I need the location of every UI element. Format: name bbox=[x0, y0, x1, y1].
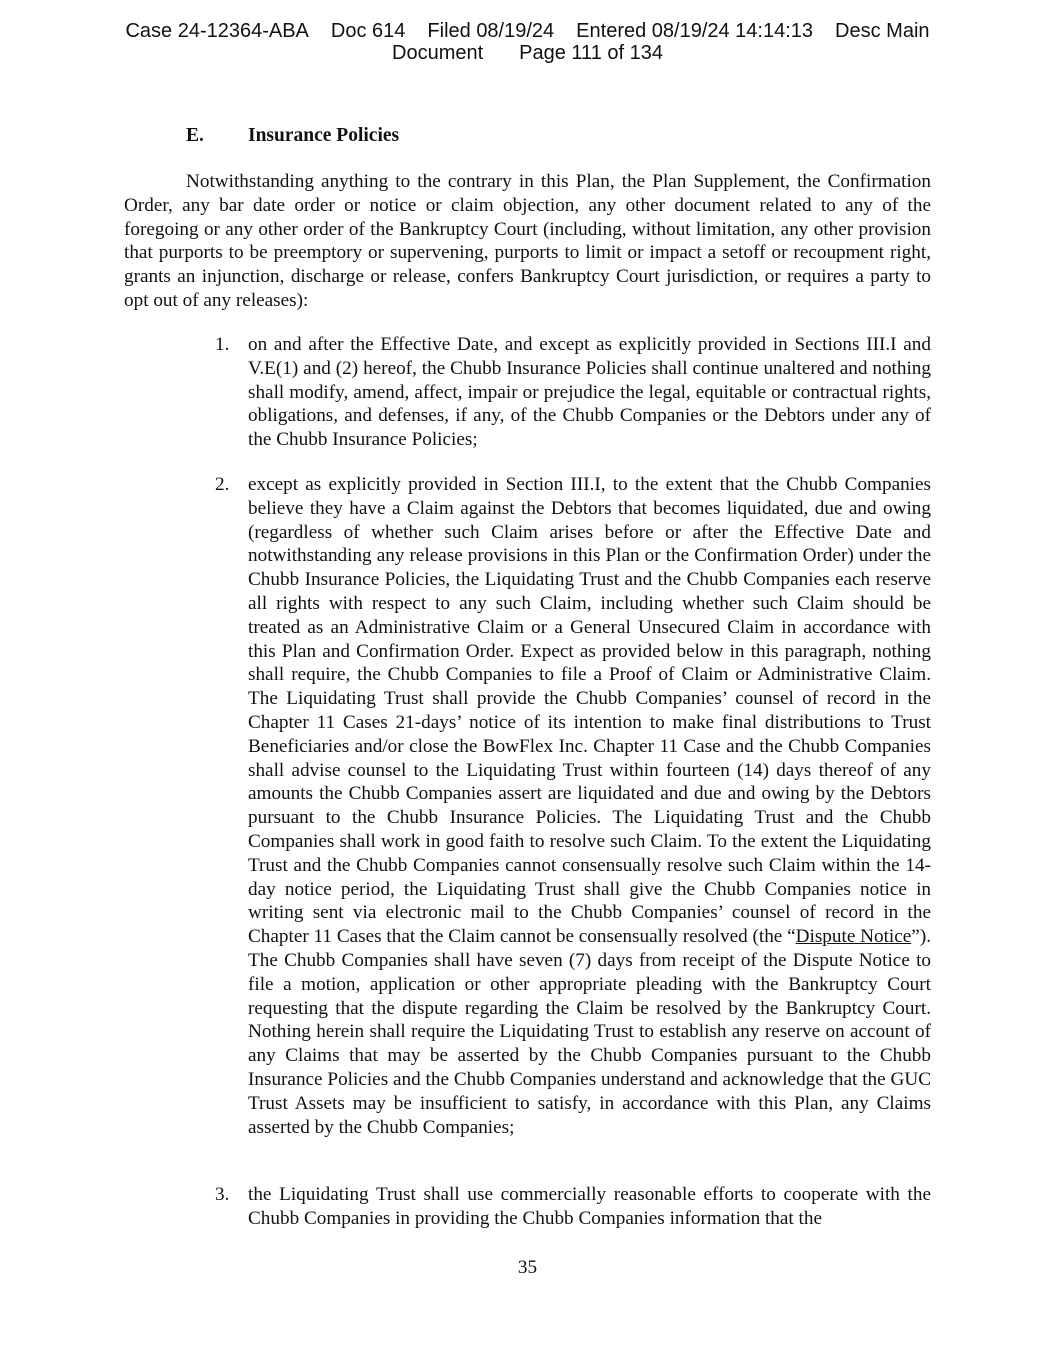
case-number: Case 24-12364-ABA bbox=[125, 20, 309, 42]
list-item-number: 2. bbox=[215, 474, 230, 495]
list-item-2 bbox=[215, 473, 931, 1139]
section-title: Insurance Policies bbox=[248, 125, 400, 146]
section-heading bbox=[186, 124, 399, 148]
list-item-text-part-a: except as explicitly provided in Section III.I, to the extent that the Chubb Companies believe they have a Claim against the Debtors that becomes liquidated, due and owing (regardless of whether such Claim arises before or after the Effective Date and notwithstanding any release provisions in this Plan or the Confirmation Order) under the Chubb Insurance Policies, the Liquidating Trust and the Chubb Companies each reserve all rights with respect to any such Claim, including whether such Claim should be treated as an Administrative Claim or a General Unsecured Claim in accordance with this Plan and Confirmation Order. Expect as provided below in this paragraph, nothing shall require, the Chubb Companies to file a Proof of Claim or Administrative Claim. The Liquidating Trust shall provide the Chubb Companies’ counsel of record in the Chapter 11 Cases 21-days’ notice of its intention to make final distributions to Trust Beneficiaries and/or close the BowFlex Inc. Chapter 11 Case and the Chubb Companies shall advise counsel to the Liquidating Trust within fourteen (14) days thereof of any amounts the Chubb Companies assert are liquidated and due and owing by the Debtors pursuant to the Chubb Insurance Policies. The Liquidating Trust and the Chubb Companies shall work in good faith to resolve such Claim. To the extent the Liquidating Trust and the Chubb Companies cannot consensually resolve such Claim within the 14-day notice period, the Liquidating Trust shall give the Chubb Companies notice in writing sent via electronic mail to the Chubb Companies’ counsel of record in the Chapter 11 Cases that the Claim cannot be consensually resolved (the “ bbox=[248, 474, 931, 948]
list-item-3 bbox=[215, 1183, 931, 1231]
entered-date: Entered 08/19/24 14:14:13 bbox=[576, 20, 814, 42]
list-item-text-part-b: ”). The Chubb Companies shall have seven (7) days from receipt of the Dispute Notice to file a motion, application or other appropriate pleading with the Bankruptcy Court requesting that the dispute regarding the Claim be resolved by the Bankruptcy Court. Nothing herein shall require the Liquidating Trust to establish any reserve on account of any Claims that may be asserted by the Chubb Companies pursuant to the Chubb Insurance Policies and the Chubb Companies understand and acknowledge that the GUC Trust Assets may be insufficient to satisfy, in accordance with this Plan, any Claims asserted by the Chubb Companies; bbox=[248, 926, 931, 1138]
list-item-text: on and after the Effective Date, and except as explicitly provided in Sections III.I and V.E(1) and (2) hereof, the Chubb Insurance Policies shall continue unaltered and nothing shall modify, amend, affect, impair or prejudice the legal, equitable or contractual rights, obligations, and defenses, if any, of the Chubb Companies or the Debtors under any of the Chubb Insurance Policies; bbox=[248, 334, 931, 451]
list-item-number: 1. bbox=[215, 334, 230, 355]
list-item-text bbox=[248, 473, 931, 1139]
desc-label: Desc Main bbox=[835, 20, 930, 42]
defined-term-dispute-notice: Dispute Notice bbox=[795, 926, 912, 948]
intro-paragraph: Notwithstanding anything to the contrary in this Plan, the Plan Supplement, the Confirmation Order, any bar date order or notice or claim objection, any other document related to any of the foregoing or any other order of the Bankruptcy Court (including, without limitation, any other provision that purports to be preemptory or supervening, purports to limit or impact a setoff or recoupment right, grants an injunction, discharge or release, confers Bankruptcy Court jurisdiction, or requires a party to opt out of any releases): bbox=[124, 171, 931, 311]
document-label: Document bbox=[392, 42, 484, 64]
page-counter: Page 111 of 134 bbox=[519, 42, 663, 64]
section-letter: E. bbox=[186, 125, 204, 146]
list-item-text: the Liquidating Trust shall use commercially reasonable efforts to cooperate with the Chubb Companies in providing the Chubb Companies information that the bbox=[248, 1184, 931, 1229]
court-filing-header bbox=[0, 20, 1055, 64]
doc-number: Doc 614 bbox=[330, 20, 406, 42]
list-item-number: 3. bbox=[215, 1184, 230, 1205]
header-line-1 bbox=[0, 20, 1055, 42]
list-item-1 bbox=[215, 333, 931, 452]
header-line-2 bbox=[0, 42, 1055, 64]
filed-date: Filed 08/19/24 bbox=[427, 20, 555, 42]
page-number: 35 bbox=[517, 1257, 538, 1278]
